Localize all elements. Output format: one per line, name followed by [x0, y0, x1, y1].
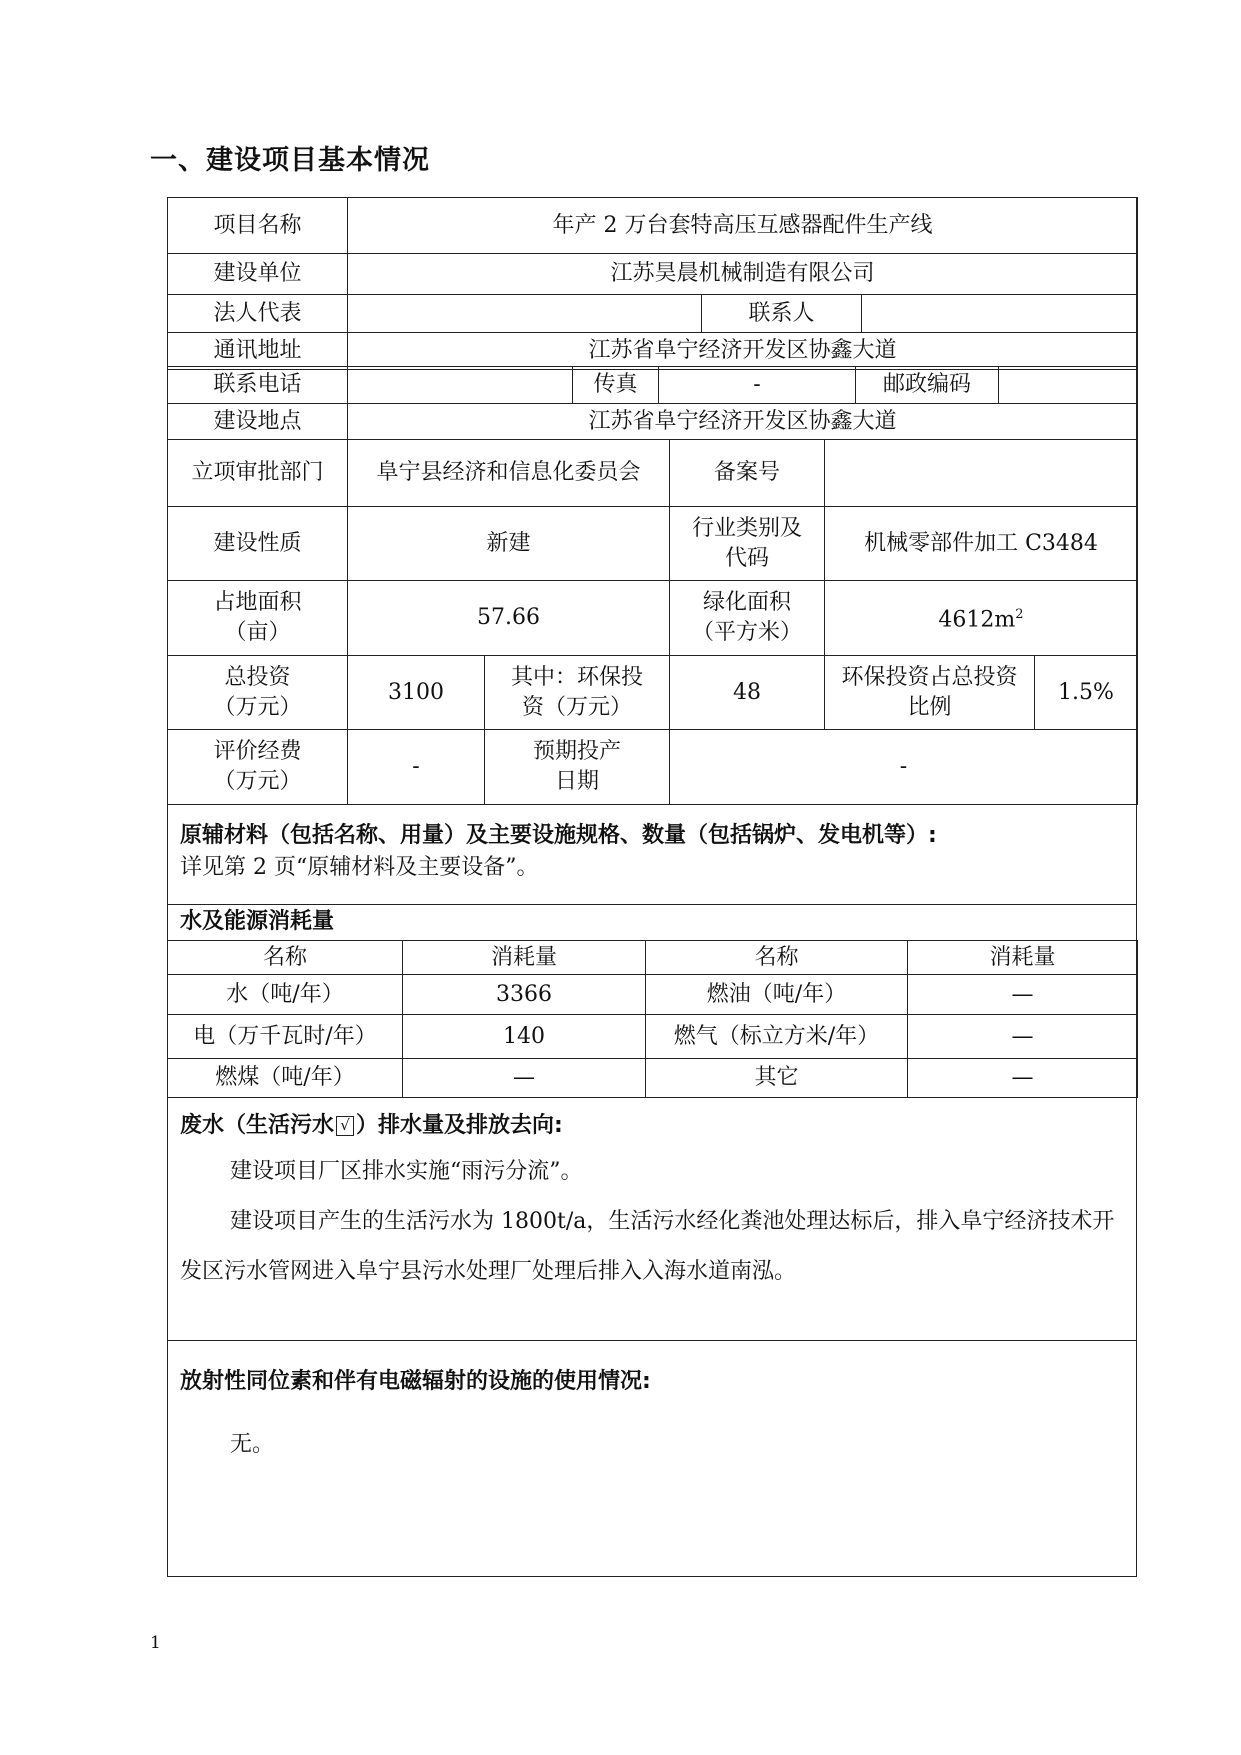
record-no-label: 备案号 — [670, 440, 825, 507]
legal-rep-value — [348, 295, 702, 333]
wastewater-title-prefix: 废水（生活污水 — [180, 1113, 335, 1138]
phone-row-table — [167, 366, 1138, 404]
unit-value: 江苏昊晨机械制造有限公司 — [348, 254, 1138, 295]
env-invest-label: 其中：环保投资（万元） — [485, 656, 670, 730]
env-ratio-value: 1.5% — [1035, 656, 1138, 730]
table-row — [168, 975, 1138, 1015]
address-value: 江苏省阜宁经济开发区协鑫大道 — [348, 333, 1138, 370]
energy-cell: 电（万千瓦时/年） — [168, 1015, 403, 1059]
materials-divider — [167, 904, 1137, 905]
wastewater-paragraph-2: 建设项目产生的生活污水为 1800t/a，生活污水经化粪池处理达标后，排入阜宁经济技术开发区污水管网进入阜宁县污水处理厂处理后排入入海水道南泓。 — [180, 1209, 1115, 1284]
start-date-value: - — [670, 730, 1138, 805]
phone-label: 联系电话 — [168, 367, 348, 404]
eval-cost-value: - — [348, 730, 485, 805]
checkbox-icon: √ — [336, 1116, 354, 1136]
env-ratio-label: 环保投资占总投资比例 — [825, 656, 1035, 730]
basic-info-table-top — [167, 197, 1138, 370]
nature-label: 建设性质 — [168, 507, 348, 581]
basic-info-table-mid — [167, 403, 1138, 656]
energy-cell: 燃油（吨/年） — [646, 975, 908, 1015]
energy-cell: 其它 — [646, 1059, 908, 1098]
fax-label: 传真 — [573, 367, 659, 404]
energy-cell: — — [908, 1015, 1138, 1059]
radiation-text: 无。 — [230, 1432, 275, 1457]
page-number: 1 — [150, 1633, 161, 1653]
approval-dept-value: 阜宁县经济和信息化委员会 — [348, 440, 670, 507]
site-label: 建设地点 — [168, 404, 348, 440]
site-value: 江苏省阜宁经济开发区协鑫大道 — [348, 404, 1138, 440]
table-row — [168, 1015, 1138, 1059]
start-date-label: 预期投产日期 — [485, 730, 670, 805]
energy-title: 水及能源消耗量 — [180, 909, 335, 934]
green-area-label: 绿化面积（平方米） — [670, 581, 825, 656]
wastewater-paragraph-1: 建设项目厂区排水实施“雨污分流”。 — [230, 1159, 583, 1184]
green-area-superscript: 2 — [1015, 607, 1024, 623]
materials-title: 原辅材料（包括名称、用量）及主要设施规格、数量（包括锅炉、发电机等）: — [180, 823, 937, 848]
legal-rep-label: 法人代表 — [168, 295, 348, 333]
green-area-number: 4612m — [938, 607, 1016, 633]
energy-header-amount: 消耗量 — [403, 941, 646, 975]
contact-value — [862, 295, 1138, 333]
total-invest-label: 总投资（万元） — [168, 656, 348, 730]
postcode-value — [999, 367, 1138, 404]
fax-value: - — [659, 367, 856, 404]
wastewater-title — [180, 1110, 563, 1142]
industry-value: 机械零部件加工 C3484 — [825, 507, 1138, 581]
energy-cell: — — [908, 1059, 1138, 1098]
contact-label: 联系人 — [702, 295, 862, 333]
radiation-title: 放射性同位素和伴有电磁辐射的设施的使用情况: — [180, 1369, 651, 1394]
postcode-label: 邮政编码 — [856, 367, 999, 404]
investment-table — [167, 655, 1138, 730]
wastewater-title-suffix: ）排水量及排放去向: — [356, 1113, 563, 1138]
energy-cell: 3366 — [403, 975, 646, 1015]
address-label: 通讯地址 — [168, 333, 348, 370]
eval-cost-label: 评价经费（万元） — [168, 730, 348, 805]
energy-cell: — — [908, 975, 1138, 1015]
energy-header-name: 名称 — [168, 941, 403, 975]
land-area-value: 57.66 — [348, 581, 670, 656]
energy-cell: — — [403, 1059, 646, 1098]
project-name-value: 年产 2 万台套特高压互感器配件生产线 — [348, 198, 1138, 254]
approval-dept-label: 立项审批部门 — [168, 440, 348, 507]
wastewater-divider — [167, 1340, 1137, 1341]
record-no-value — [825, 440, 1138, 507]
nature-value: 新建 — [348, 507, 670, 581]
energy-cell: 140 — [403, 1015, 646, 1059]
table-row — [168, 1059, 1138, 1098]
section-heading: 一、建设项目基本情况 — [150, 145, 430, 176]
project-name-label: 项目名称 — [168, 198, 348, 254]
env-invest-value: 48 — [670, 656, 825, 730]
energy-cell: 燃煤（吨/年） — [168, 1059, 403, 1098]
total-invest-value: 3100 — [348, 656, 485, 730]
unit-label: 建设单位 — [168, 254, 348, 295]
industry-label: 行业类别及代码 — [670, 507, 825, 581]
energy-cell: 水（吨/年） — [168, 975, 403, 1015]
eval-table — [167, 729, 1138, 805]
energy-header-amount: 消耗量 — [908, 941, 1138, 975]
phone-value — [348, 367, 573, 404]
energy-cell: 燃气（标立方米/年） — [646, 1015, 908, 1059]
materials-text: 详见第 2 页“原辅材料及主要设备”。 — [180, 855, 539, 880]
energy-table — [167, 940, 1138, 1098]
energy-header-name: 名称 — [646, 941, 908, 975]
green-area-value — [825, 581, 1138, 656]
land-area-label: 占地面积（亩） — [168, 581, 348, 656]
